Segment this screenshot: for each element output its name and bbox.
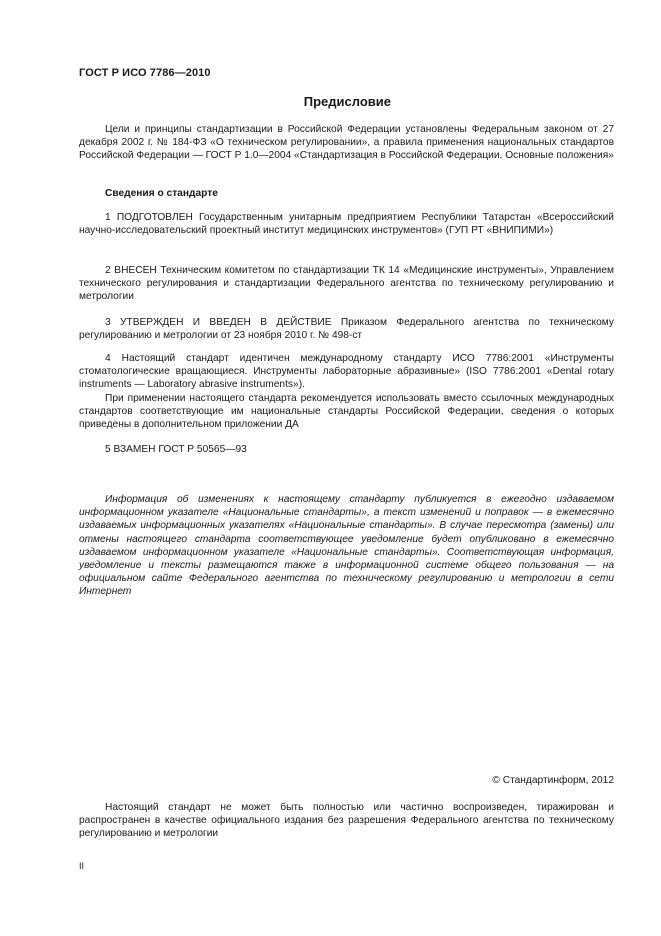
item-5-block bbox=[79, 443, 614, 456]
standard-info-subheading: Сведения о стандарте bbox=[105, 188, 218, 199]
item-4: 4 Настоящий стандарт идентичен международному стандарту ИСО 7786:2001 «Инструменты стоматологические вращающиеся. Инструменты лабораторные абразивные» (ISO 7786:2001 «Dental rotary instruments — Laboratory abrasive instruments»). bbox=[79, 353, 614, 391]
section-title: Предисловие bbox=[303, 94, 391, 109]
intro-paragraph-block bbox=[79, 123, 614, 163]
info-notice-block bbox=[79, 493, 614, 599]
document-code-header: ГОСТ Р ИСО 7786—2010 bbox=[79, 67, 211, 79]
item-3: 3 УТВЕРЖДЕН И ВВЕДЕН В ДЕЙСТВИЕ Приказом Федерального агентства по техническому регулированию и метрологии от 23 ноября 2010 г. № 498-ст bbox=[79, 317, 614, 342]
item-1-block bbox=[79, 211, 614, 237]
item-4-note: При применении настоящего стандарта рекомендуется использовать вместо ссылочных международных стандартов соответствующие им национальные стандарты Российской Федерации, сведения о которых приведены в дополнительном приложении ДА bbox=[79, 392, 614, 431]
item-2-block bbox=[79, 264, 614, 304]
intro-paragraph: Цели и принципы стандартизации в Российской Федерации установлены Федеральным законом от 27 декабря 2002 г. № 184-ФЗ «О техническом регулировании», а правила применения национальных стандартов Российской Федерации — ГОСТ Р 1.0—2004 «Стандартизация в Российской Федерации. Основные положения» bbox=[79, 124, 614, 162]
reproduction-notice: Настоящий стандарт не может быть полностью или частично воспроизведен, тиражирован и распространен в качестве официального издания без разрешения Федерального агентства по техническому регулированию и метрологии bbox=[79, 802, 614, 840]
page-number: II bbox=[79, 861, 85, 871]
item-4-block bbox=[79, 352, 614, 431]
item-2: 2 ВНЕСЕН Техническим комитетом по стандартизации ТК 14 «Медицинские инструменты», Управлением технического регулирования и стандартизации Федерального агентства по техническому регулированию и метрологии bbox=[79, 265, 614, 303]
section-title-wrapper bbox=[79, 94, 610, 109]
info-notice: Информация об изменениях к настоящему стандарту публикуется в ежегодно издаваемом информационном указателе «Национальные стандарты», а текст изменений и поправок — в ежемесячно издаваемых информационных указателях «Национальные стандарты». В случае пересмотра (замены) или отмены настоящего стандарта соответствующее уведомление будет опубликовано в ежемесячно издаваемом информационном указателе «Национальные стандарты». Соответствующая информация, уведомление и тексты размещаются также в информационной системе общего пользования — на официальном сайте Федерального агентства по техническому регулированию и метрологии в сети Интернет bbox=[79, 494, 614, 598]
item-1: 1 ПОДГОТОВЛЕН Государственным унитарным предприятием Республики Татарстан «Всероссийский научно-исследовательский проектный институт медицинских инструментов» (ГУП РТ «ВНИПИМИ») bbox=[79, 212, 614, 237]
item-3-block bbox=[79, 316, 614, 342]
item-5: 5 ВЗАМЕН ГОСТ Р 50565—93 bbox=[105, 444, 247, 455]
reproduction-notice-block bbox=[79, 801, 614, 841]
copyright-line: © Стандартинформ, 2012 bbox=[492, 775, 614, 786]
